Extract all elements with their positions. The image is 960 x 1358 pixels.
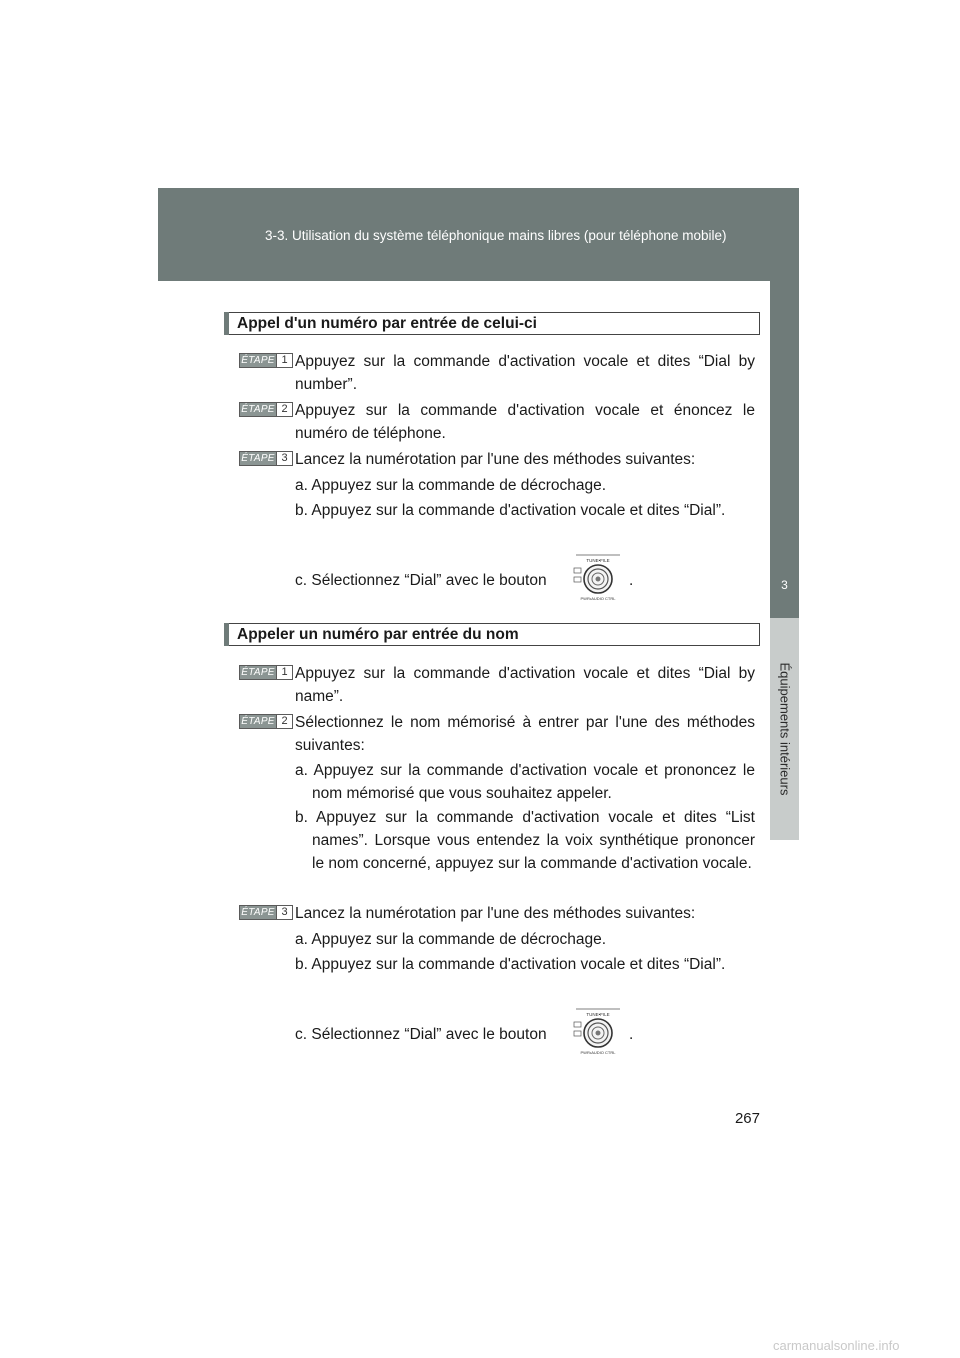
knob-period: . — [629, 1026, 634, 1043]
knob-instruction — [295, 1023, 547, 1046]
svg-text:TUNE•FILE: TUNE•FILE — [586, 1012, 610, 1017]
step-number: 3 — [276, 452, 292, 465]
chapter-tab-text: Équipements intérieurs — [777, 662, 792, 796]
section-title: Appeler un numéro par entrée du nom — [224, 623, 760, 646]
step-text: Appuyez sur la commande d'activation vocale et dites “Dial by number”. — [295, 353, 755, 393]
sub-item: b. Appuyez sur la commande d'activation vocale et dites “Dial”. — [295, 956, 726, 973]
watermark: carmanualsonline.info — [773, 1338, 900, 1353]
svg-text:PWR•AUDIO CTRL: PWR•AUDIO CTRL — [580, 596, 616, 601]
step-badge — [239, 905, 293, 920]
svg-text:TUNE•FILE: TUNE•FILE — [586, 558, 610, 563]
step-text: Lancez la numérotation par l'une des méthodes suivantes: — [295, 905, 696, 922]
chapter-number: 3 — [770, 552, 799, 618]
step-badge — [239, 402, 293, 417]
sub-item: a. Appuyez sur la commande de décrochage. — [295, 477, 607, 494]
step-label: ÉTAPE — [241, 404, 275, 415]
step-number: 3 — [276, 906, 292, 919]
step-label: ÉTAPE — [241, 453, 275, 464]
step-text: Appuyez sur la commande d'activation vocale et dites “Dial by name”. — [295, 665, 755, 705]
step-number: 1 — [276, 354, 292, 367]
page-number: 267 — [734, 1110, 760, 1127]
step-text: Appuyez sur la commande d'activation vocale et énoncez le numéro de téléphone. — [295, 402, 755, 442]
knob-instruction — [295, 569, 547, 592]
sub-item: a. Appuyez sur la commande de décrochage. — [295, 931, 607, 948]
step-text: Lancez la numérotation par l'une des méthodes suivantes: — [295, 451, 696, 468]
sub-item: a. Appuyez sur la commande d'activation vocale et prononcez le nom mémorisé que vous souhaitez appeler. — [295, 762, 755, 802]
knob-instruction-text: c. Sélectionnez “Dial” avec le bouton — [295, 1026, 547, 1043]
step-badge — [239, 665, 293, 680]
sub-item: b. Appuyez sur la commande d'activation vocale et dites “Dial”. — [295, 502, 726, 519]
step-badge — [239, 714, 293, 729]
svg-text:PWR•AUDIO CTRL: PWR•AUDIO CTRL — [580, 1050, 616, 1055]
step-label: ÉTAPE — [241, 716, 275, 727]
chapter-tab-label — [770, 618, 799, 840]
step-number: 2 — [276, 715, 292, 728]
step-number: 2 — [276, 403, 292, 416]
step-badge — [239, 451, 293, 466]
step-label: ÉTAPE — [241, 355, 275, 366]
sub-item: b. Appuyez sur la commande d'activation vocale et dites “List names”. Lorsque vous entendez la voix synthétique prononcer le nom concerné, appuyez sur la commande d'activation vocale. — [295, 809, 755, 872]
step-text: Sélectionnez le nom mémorisé à entrer par l'une des méthodes suivantes: — [295, 714, 755, 754]
knob-instruction-text: c. Sélectionnez “Dial” avec le bouton — [295, 572, 547, 589]
tune-knob-icon — [570, 1006, 622, 1058]
knob-period: . — [629, 572, 634, 589]
tune-knob-icon — [570, 552, 622, 604]
step-label: ÉTAPE — [241, 907, 275, 918]
step-label: ÉTAPE — [241, 667, 275, 678]
step-number: 1 — [276, 666, 292, 679]
section-title: Appel d'un numéro par entrée de celui-ci — [224, 312, 760, 335]
step-badge — [239, 353, 293, 368]
chapter-title: 3-3. Utilisation du système téléphonique mains libres (pour téléphone mobile) — [265, 228, 727, 243]
side-tab — [770, 188, 799, 552]
